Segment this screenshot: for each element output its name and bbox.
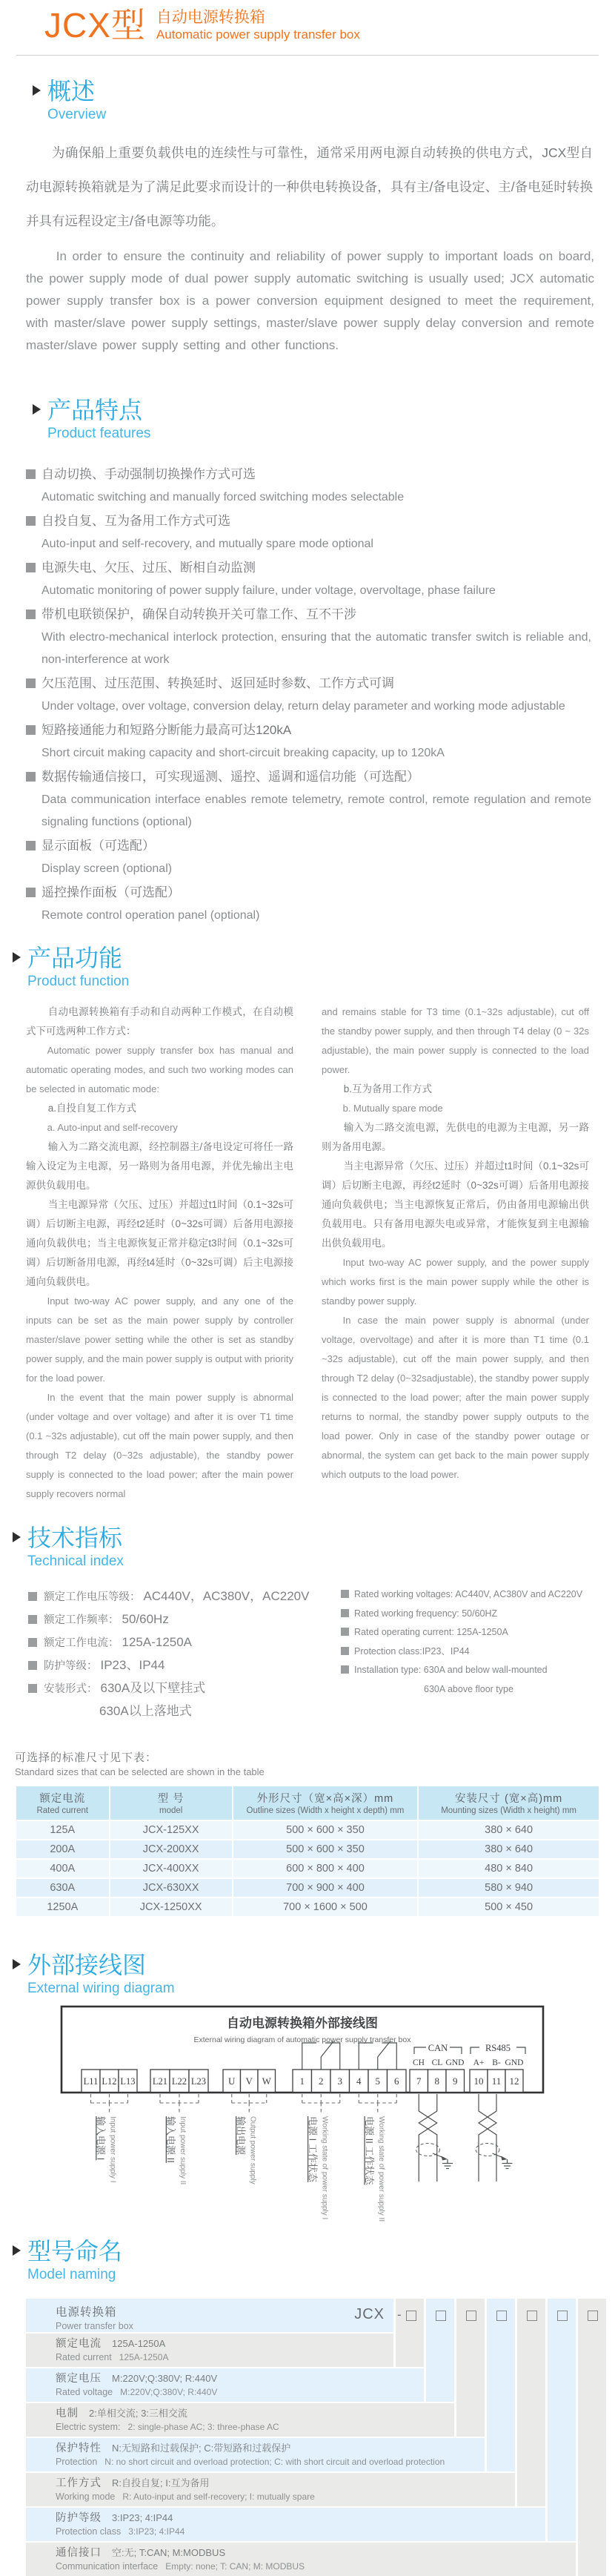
wiring-diagram <box>58 2005 547 2233</box>
feature-en: Under voltage, over voltage, conversion delay, return delay parameter and working mode adjustable <box>41 700 565 713</box>
spec-item <box>28 1631 325 1654</box>
table-row <box>16 1898 599 1916</box>
sizes-note-en: Standard sizes that can be selected are shown in the table <box>15 1766 265 1777</box>
spec-label: 防护等级： <box>44 1660 98 1672</box>
naming-row-label-en: Protection <box>56 2457 98 2467</box>
table-row <box>16 1879 599 1897</box>
cell-outline-size: 500 × 600 × 350 <box>233 1840 418 1858</box>
naming-row-desc-cn: M:220V;Q:380V; R:440V <box>112 2373 218 2384</box>
feature-item <box>26 764 591 833</box>
section-marker-triangle-icon <box>13 1959 21 1969</box>
spec-text: Protection class:IP23、IP44 <box>354 1645 470 1657</box>
spec-item <box>341 1585 615 1605</box>
feature-item <box>26 555 591 602</box>
spec-item <box>341 1605 615 1624</box>
sizes-note-cn: 可选择的标准尺寸见下表： <box>15 1751 158 1764</box>
terminal-label: V <box>245 2075 253 2087</box>
naming-row-desc-en: 3:IP23; 4:IP44 <box>128 2526 185 2537</box>
can-pin-cl: CL <box>431 2058 443 2067</box>
naming-row <box>26 2403 485 2437</box>
section-function-heading <box>13 945 615 991</box>
square-bullet-icon <box>26 841 36 851</box>
naming-title-en: Model naming <box>27 2267 116 2282</box>
feature-en: Display screen (optional) <box>41 862 173 875</box>
spec-item <box>28 1608 325 1631</box>
cell-mounting-size: 380 × 640 <box>419 1840 599 1858</box>
section-marker-triangle-icon <box>13 1532 21 1542</box>
technical-columns <box>28 1585 615 1723</box>
group-label-cn: 输入电源 I <box>95 2116 107 2161</box>
square-bullet-icon <box>26 725 36 735</box>
spec-text-line2: 630A above floor type <box>424 1683 513 1694</box>
cell-mounting-size: 580 × 940 <box>419 1879 599 1897</box>
model-digit-box <box>557 2311 568 2321</box>
arrowhead <box>442 2156 448 2161</box>
function-paragraph: 输入为二路交流电源，先供电的电源为主电源，另一路则为备用电源。 <box>322 1122 589 1152</box>
rs485-pin-b: B- <box>492 2058 501 2067</box>
spec-text: Rated working voltages: AC440V, AC380V and AC220V <box>354 1589 583 1599</box>
can-pin-ch: CH <box>413 2058 425 2067</box>
spec-item <box>341 1661 615 1680</box>
model-digit-box <box>496 2311 507 2321</box>
group-label-cn: 输出电源 <box>235 2116 247 2156</box>
cell-model: JCX-125XX <box>110 1821 232 1839</box>
group-label-en: Output power supply <box>248 2116 257 2184</box>
spec-value: AC440V，AC380V，AC220V <box>143 1589 310 1603</box>
overview-title-en: Overview <box>47 107 107 122</box>
function-paragraph: 当主电源异常（欠压、过压）并超过t1时间（0.1~32s可调）后切断主电源，再经t2延时（0~32s可调）后备用电源接通向负载供电；当主电源恢复正常后，仍由备用电源输出供负载用电。只有备用电源失电或异常，才能恢复到主电源输出供负载用电。 <box>322 1160 589 1249</box>
model-naming-chart <box>26 2299 606 2576</box>
feature-item <box>26 718 591 764</box>
square-bullet-icon <box>28 1615 37 1624</box>
wiring-title-en: External wiring diagram <box>27 1981 175 1996</box>
twisted-pair-rs485 <box>476 2094 513 2182</box>
feature-item <box>26 833 591 880</box>
terminal-label: 5 <box>375 2075 380 2087</box>
spec-value: 630A及以下壁挂式 <box>100 1681 206 1695</box>
feature-en: With electro-mechanical interlock protection, ensuring that the automatic transfer switch is reliable and, non-interference at work <box>41 631 591 666</box>
feature-en: Automatic monitoring of power supply failure, under voltage, overvoltage, phase failure <box>41 584 496 597</box>
feature-item <box>26 671 591 718</box>
square-bullet-icon <box>341 1590 349 1598</box>
square-bullet-icon <box>26 516 36 526</box>
terminal-label: 2 <box>319 2075 324 2087</box>
feature-cn: 显示面板（可选配） <box>41 839 155 853</box>
square-bullet-icon <box>26 563 36 572</box>
cable-shield <box>416 2144 440 2156</box>
cell-outline-size: 700 × 900 × 400 <box>233 1879 418 1897</box>
terminal-label: 11 <box>491 2075 502 2087</box>
can-pin-gnd: GND <box>445 2058 465 2067</box>
naming-row-label-en: Protection class <box>56 2526 122 2537</box>
spec-text: Rated working frequency: 50/60HZ <box>354 1608 498 1619</box>
function-paragraph: b. Mutually spare mode <box>342 1103 443 1114</box>
spec-label: 安装形式： <box>44 1683 98 1695</box>
naming-row-label-en: Power transfer box <box>56 2321 133 2331</box>
spec-value: 125A-1250A <box>122 1635 193 1649</box>
technical-column-en <box>341 1585 615 1723</box>
model-digit-box <box>406 2311 416 2321</box>
rs485-pin-gnd: GND <box>505 2058 524 2067</box>
col-header-mounting-sizes: 安装尺寸 (宽×高)mm Mounting sizes (Width x height) mm <box>419 1786 599 1820</box>
terminal-label: L13 <box>120 2076 136 2087</box>
terminal-label: 9 <box>453 2075 458 2087</box>
function-column-right <box>322 1003 589 1504</box>
terminal-label: L21 <box>152 2076 168 2087</box>
feature-en: Auto-input and self-recovery, and mutually spare mode optional <box>41 538 373 550</box>
model-digit-box <box>436 2311 446 2321</box>
group-label-cn: 电源 I 工作状态 <box>307 2116 319 2182</box>
rs485-bus-label: RS485 <box>485 2043 511 2053</box>
terminal-label: 12 <box>509 2075 519 2087</box>
spec-item <box>341 1642 615 1662</box>
naming-row-desc-en: R: Auto-input and self-recovery; I: mutually spare <box>122 2491 315 2502</box>
group-label-en: Input power supply I <box>108 2116 117 2183</box>
col-header-outline-sizes: 外形尺寸（宽×高×深）mm Outline sizes (Width x height x depth) mm <box>233 1786 418 1820</box>
section-technical-heading <box>13 1525 615 1571</box>
naming-row-label-cn: 防护等级 <box>56 2512 102 2524</box>
square-bullet-icon <box>28 1592 37 1601</box>
naming-row <box>26 2508 576 2541</box>
naming-row-desc-en: 2: single-phase AC; 3: three-phase AC <box>127 2422 279 2432</box>
col-header-model: 型 号 model <box>110 1786 232 1820</box>
terminal-label: 1 <box>299 2075 305 2087</box>
square-bullet-icon <box>341 1609 349 1617</box>
naming-row <box>26 2368 454 2402</box>
cell-rated-current: 200A <box>16 1840 109 1858</box>
feature-item <box>26 880 591 927</box>
feature-en: Automatic switching and manually forced switching modes selectable <box>41 491 405 503</box>
dashed-tails <box>91 2094 397 2113</box>
naming-row <box>26 2299 393 2332</box>
rs485-pin-a: A+ <box>473 2058 485 2067</box>
function-title-en: Product function <box>27 974 130 989</box>
terminal-label: 7 <box>416 2075 422 2087</box>
product-model: JCX型 <box>44 6 146 44</box>
spec-value: IP23、IP44 <box>100 1658 165 1672</box>
col-header-rated-current: 额定电流 Rated current <box>16 1786 109 1820</box>
sizes-table <box>15 1785 600 1918</box>
square-bullet-icon <box>26 678 36 688</box>
model-prefix: JCX <box>354 2306 385 2322</box>
feature-cn: 欠压范围、过压范围、转换延时、返回延时参数、工作方式可调 <box>41 676 394 690</box>
cell-rated-current: 1250A <box>16 1898 109 1916</box>
naming-column <box>485 2299 515 2471</box>
group-label-cn: 输入电源 II <box>165 2116 176 2163</box>
table-row <box>16 1821 599 1839</box>
square-bullet-icon <box>26 610 36 619</box>
feature-en: Remote control operation panel (optional) <box>41 909 260 922</box>
divider <box>16 55 599 56</box>
terminal-label: U <box>228 2075 236 2087</box>
cell-outline-size: 500 × 600 × 350 <box>233 1821 418 1839</box>
naming-title-cn: 型号命名 <box>27 2238 123 2265</box>
overview-paragraph-en: In order to ensure the continuity and reliability of power supply to important loads on board, the power supply mode of dual power supply automatic switching is usually used; JCX automatic power supply transfer box is a power conversion equipment designed to meet the requirement, with master/slave power supply settings, master/slave power supply delay conversion and remote master/slave power supply setting and other functions. <box>26 249 594 352</box>
wiring-diagram-title-cn: 自动电源转换箱外部接线图 <box>227 2016 378 2030</box>
naming-row-label-cn: 额定电压 <box>56 2373 102 2385</box>
spec-label: 额定工作电流： <box>44 1637 119 1649</box>
feature-item <box>26 509 591 555</box>
function-paragraph: 自动电源转换箱有手动和自动两种工作模式，在自动模式下可选两种工作方式： <box>26 1006 293 1037</box>
naming-column <box>545 2299 576 2541</box>
function-paragraph: and remains stable for T3 time (0.1~32s adjustable), cut off the standby power supply, and then through T4 delay (0 ~ 32s adjustable), the main power supply is connected to the load power. <box>322 1006 589 1075</box>
wiring-diagram-title-en: External wiring diagram of automatic power supply transfer box <box>193 2035 411 2044</box>
naming-row-desc-en: Empty: none; T: CAN; M: MODBUS <box>165 2561 305 2572</box>
naming-row-label-cn: 工作方式 <box>56 2477 102 2489</box>
model-digit-box <box>527 2311 537 2321</box>
spec-text: Rated operating current: 125A-1250A <box>354 1627 508 1637</box>
group-label-en: Working state of power supply II <box>376 2116 385 2222</box>
function-paragraph: Input two-way AC power supply, and any one of the inputs can be set as the main power supply by controller master/slave power setting while the other is set as standby power supply, and the main power supply is output with priority for the load power. <box>26 1295 293 1384</box>
square-bullet-icon <box>341 1665 349 1674</box>
section-overview-heading <box>33 78 615 124</box>
product-name-cn: 自动电源转换箱 <box>156 9 265 26</box>
square-bullet-icon <box>26 772 36 782</box>
cell-rated-current: 400A <box>16 1860 109 1877</box>
naming-row-desc-en: M:220V;Q:380V; R:440V <box>120 2387 218 2397</box>
square-bullet-icon <box>26 888 36 897</box>
naming-row-label-en: Electric system: <box>56 2422 121 2432</box>
naming-row-label-en: Communication interface <box>56 2561 159 2572</box>
spec-label: 额定工作频率： <box>44 1614 119 1626</box>
feature-cn: 电源失电、欠压、过压、断相自动监测 <box>41 561 256 575</box>
terminal-label: 3 <box>337 2075 342 2087</box>
cell-model: JCX-1250XX <box>110 1898 232 1916</box>
table-row <box>16 1840 599 1858</box>
spec-item <box>28 1654 325 1677</box>
terminal-label: 10 <box>473 2075 484 2087</box>
function-paragraph: b.互为备用工作方式 <box>343 1083 432 1094</box>
cell-mounting-size: 380 × 640 <box>419 1821 599 1839</box>
function-paragraph: 输入为二路交流电源，经控制器主/备电设定可将任一路输入设定为主电源，另一路则为备用电源，并优先输出主电源供负载用电。 <box>26 1141 293 1191</box>
naming-row-desc-en: N: no short circuit and overload protection; C: with short circuit and overload protection <box>104 2457 445 2467</box>
table-header-row <box>16 1786 599 1820</box>
twisted-pair-can <box>416 2094 453 2182</box>
section-marker-triangle-icon <box>33 85 41 96</box>
naming-row <box>26 2543 606 2576</box>
cell-mounting-size: 500 × 450 <box>419 1898 599 1916</box>
model-dash: - <box>397 2308 402 2322</box>
naming-row-label-cn: 电源转换箱 <box>56 2306 117 2319</box>
model-digit-box <box>466 2311 476 2321</box>
function-paragraph: In the event that the main power supply is abnormal (under voltage and over voltage) and after it is over T1 time (0.1 ~32s adjustable), cut off the main power supply, and then through T2 delay (0~32s adjustable), the standby power supply is connected to the load power; after the main power supply recovers normal <box>26 1392 293 1499</box>
section-naming-heading <box>13 2238 615 2284</box>
feature-en: Data communication interface enables remote telemetry, remote control, remote regulation and remote signaling functions (optional) <box>41 793 591 828</box>
technical-column-cn <box>28 1585 325 1723</box>
technical-title-en: Technical index <box>27 1553 124 1569</box>
feature-cn: 自投自复、互为备用工作方式可选 <box>41 514 230 528</box>
naming-row-label-cn: 通信接口 <box>56 2547 102 2559</box>
group-label-en: Working state of power supply I <box>320 2116 329 2220</box>
overview-title-cn: 概述 <box>47 78 96 105</box>
naming-row-label-en: Rated current <box>56 2352 112 2362</box>
spec-value-line2: 630A以上落地式 <box>99 1704 192 1718</box>
features-title-en: Product features <box>47 426 151 441</box>
spec-item <box>28 1585 325 1608</box>
cell-mounting-size: 480 × 840 <box>419 1860 599 1877</box>
can-bus-label: CAN <box>428 2043 448 2053</box>
terminal-label: 8 <box>434 2075 439 2087</box>
section-marker-triangle-icon <box>33 404 41 415</box>
naming-row <box>26 2473 545 2506</box>
feature-cn: 数据传输通信接口，可实现遥测、遥控、遥调和遥信功能（可选配） <box>41 770 419 784</box>
cell-model: JCX-200XX <box>110 1840 232 1858</box>
terminal-label: 4 <box>356 2075 362 2087</box>
function-paragraph: a. Auto-input and self-recovery <box>47 1122 178 1133</box>
naming-row-desc-cn: R:自投自复; I:互为备用 <box>112 2477 210 2489</box>
naming-column <box>515 2299 545 2506</box>
function-paragraph: a.自投自复工作方式 <box>47 1103 136 1114</box>
cell-model: JCX-400XX <box>110 1860 232 1877</box>
terminal-label: L22 <box>171 2076 187 2087</box>
features-title-cn: 产品特点 <box>47 397 143 423</box>
naming-row-desc-cn: 3:IP23; 4:IP44 <box>112 2512 173 2523</box>
square-bullet-icon <box>28 1684 37 1693</box>
naming-row-label-cn: 保护特性 <box>56 2443 102 2454</box>
terminal-label: L23 <box>190 2076 207 2087</box>
terminal-label: L12 <box>102 2076 117 2087</box>
naming-row-label-en: Working mode <box>56 2491 116 2502</box>
naming-row <box>26 2438 515 2471</box>
feature-list <box>26 462 591 927</box>
square-bullet-icon <box>26 469 36 479</box>
naming-row-label-cn: 电制 <box>56 2408 79 2420</box>
naming-row-desc-en: 125A-1250A <box>119 2352 169 2362</box>
function-paragraph: Input two-way AC power supply, and the power supply which works first is the main power supply while the other is standby power supply. <box>322 1257 589 1307</box>
group-label-en: Input power supply II <box>179 2116 187 2185</box>
naming-row <box>26 2334 424 2367</box>
square-bullet-icon <box>28 1661 37 1670</box>
section-wiring-heading <box>13 1952 615 1998</box>
naming-row-label-en: Rated voltage <box>56 2387 113 2397</box>
function-paragraph: Automatic power supply transfer box has manual and automatic operating modes, and such two working modes can be selected in automatic mode: <box>26 1045 293 1094</box>
feature-cn: 短路接通能力和短路分断能力最高可达120kA <box>41 723 292 737</box>
terminal-label: 6 <box>394 2075 399 2087</box>
spec-item <box>28 1677 325 1700</box>
feature-item <box>26 462 591 509</box>
product-name-en: Automatic power supply transfer box <box>156 27 360 42</box>
function-title-cn: 产品功能 <box>27 945 123 971</box>
feature-item <box>26 602 591 671</box>
function-column-left <box>26 1003 293 1504</box>
masthead <box>0 0 615 43</box>
spec-item <box>341 1623 615 1642</box>
model-digit-box <box>588 2311 598 2321</box>
function-paragraph: In case the main power supply is abnormal (under voltage, overvoltage) and after it is more than T1 time (0.1 ~32s adjustable), cut off the main power supply, and then through T2 delay (0~32sadjustable), the standby power supply is connected to the load power; after the main power supply returns to normal, the standby power supply outputs to the load power. Only in case of the standby power outage or abnormal, the system can get back to the main power supply which outputs to the load power. <box>322 1315 589 1480</box>
cell-rated-current: 125A <box>16 1821 109 1839</box>
cable-shield <box>476 2144 499 2156</box>
overview-paragraph-cn: 为确保船上重要负载供电的连续性与可靠性，通常采用两电源自动转换的供电方式，JCX型自动电源转换箱就是为了满足此要求而设计的一种供电转换设备，具有主/备电设定、主/备电延时转换并具有远程设定主/备电源等功能。 <box>26 145 593 228</box>
square-bullet-icon <box>341 1647 349 1655</box>
cell-outline-size: 600 × 800 × 400 <box>233 1860 418 1877</box>
cell-outline-size: 700 × 1600 × 500 <box>233 1898 418 1916</box>
wiring-title-cn: 外部接线图 <box>27 1952 147 1978</box>
spec-value: 50/60Hz <box>122 1612 169 1626</box>
arrowhead <box>501 2156 508 2161</box>
group-label-cn: 电源 II 工作状态 <box>363 2116 375 2185</box>
feature-en: Short circuit making capacity and short-circuit breaking capacity, up to 120kA <box>41 747 445 759</box>
function-columns <box>26 1003 589 1504</box>
feature-cn: 带机电联锁保护，确保自动转换开关可靠工作、互不干涉 <box>41 607 356 621</box>
terminal-label: L11 <box>83 2076 99 2087</box>
square-bullet-icon <box>28 1638 37 1647</box>
feature-cn: 遥控操作面板（可选配） <box>41 885 180 899</box>
naming-row-desc-cn: 2:单相交流; 3:三相交流 <box>89 2408 187 2419</box>
cell-model: JCX-630XX <box>110 1879 232 1897</box>
square-bullet-icon <box>341 1628 349 1636</box>
naming-column <box>576 2299 606 2576</box>
naming-row-label-cn: 额定电流 <box>56 2338 102 2350</box>
cell-rated-current: 630A <box>16 1879 109 1897</box>
technical-title-cn: 技术指标 <box>27 1525 123 1551</box>
table-row <box>16 1860 599 1877</box>
spec-label: 额定工作电压等级： <box>44 1591 141 1603</box>
feature-cn: 自动切换、手动强制切换操作方式可选 <box>41 467 256 481</box>
section-features-heading <box>33 397 615 443</box>
terminal-label: W <box>262 2075 271 2087</box>
section-marker-triangle-icon <box>13 952 21 962</box>
naming-row-desc-cn: N:无短路和过载保护; C:带短路和过载保护 <box>112 2443 291 2454</box>
section-marker-triangle-icon <box>13 2245 21 2256</box>
spec-text: Installation type: 630A and below wall-mounted <box>354 1665 548 1675</box>
function-paragraph: 当主电源异常（欠压、过压）并超过t1时间（0.1~32s可调）后切断主电源，再经t2延时（0~32s可调）后备用电源接通向负载供电；当主电源恢复正常并稳定t3时间（0.1~32s可调）后切断备用电源，再经t4延时（0~32s可调）后主电源接通向负载供电。 <box>26 1199 293 1287</box>
naming-row-desc-cn: 125A-1250A <box>112 2338 166 2349</box>
naming-row-desc-cn: 空:无; T:CAN; M:MODBUS <box>112 2547 226 2558</box>
